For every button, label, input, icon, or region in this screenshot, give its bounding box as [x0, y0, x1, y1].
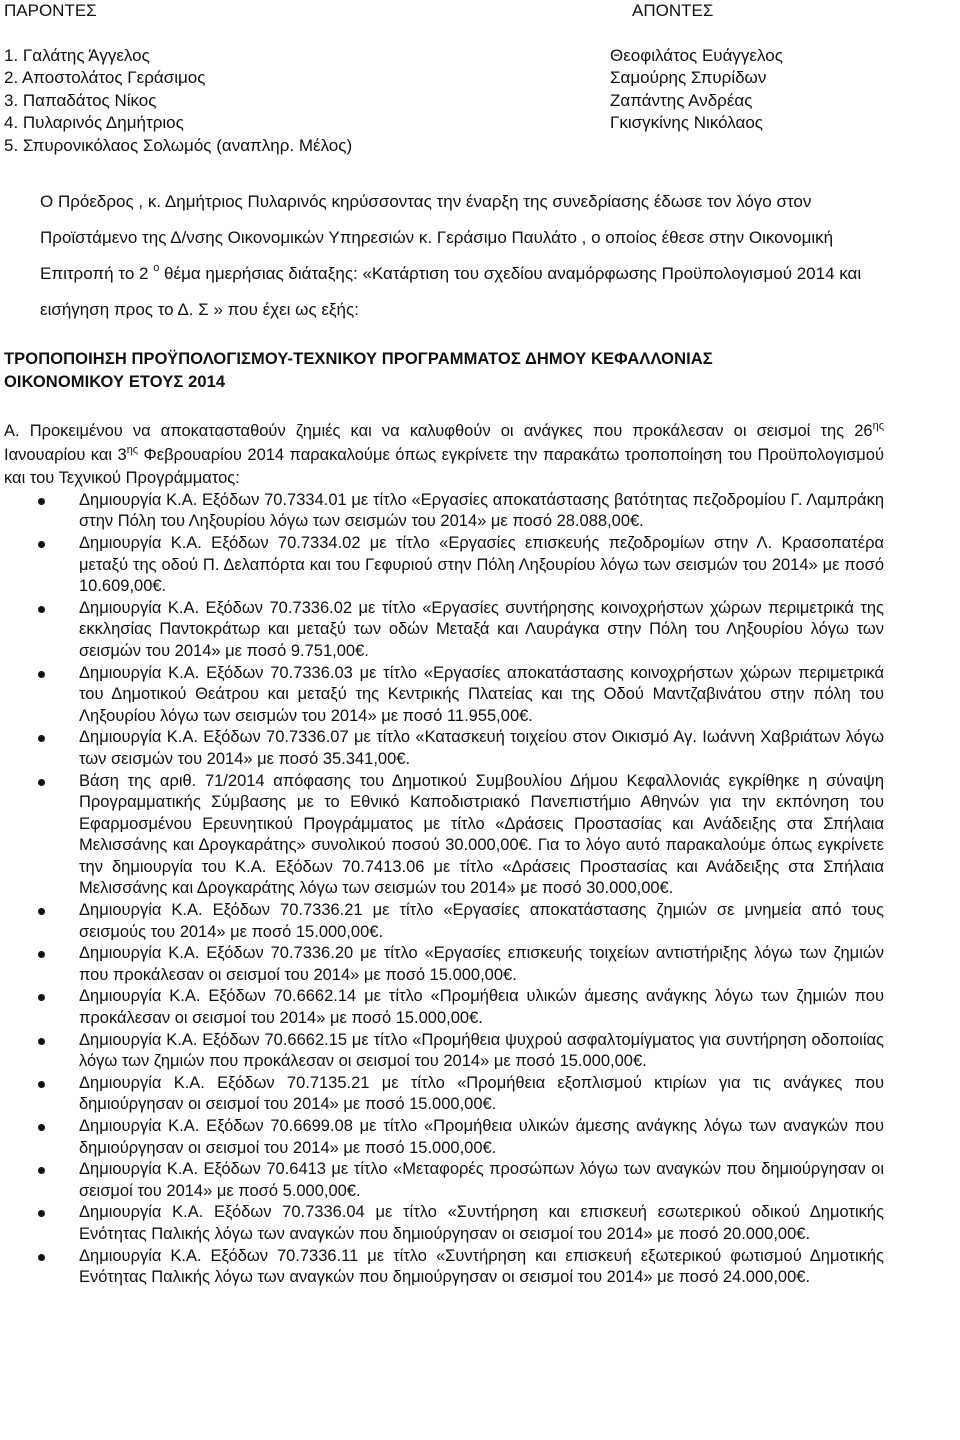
list-item-text: Βάση της αριθ. 71/2014 απόφασης του Δημοτικού Συμβουλίου Δήμου Κεφαλλονιάς εγκρίθηκε η σύναψη Προγραμματικής Σύμβασης με το Εθνικό Καποδιστριακό Πανεπιστήμιο Αθηνών για την εκπόνηση του Εφαρμοσμένου Ερευνητικού Προγράμματος με τίτλο «Δράσεις Προστασίας και Ανάδειξης στα Σπήλαια Μελισσάνης και Δρογκαράτης» συνολικού ποσού 30.000,00€. Για το λόγο αυτό παρακαλούμε όπως εγκρίνετε την δημιουργία του Κ.Α. Εξόδων 70.7413.06 με τίτλο «Δράσεις Προστασίας και Ανάδειξης στα Σπήλαια Μελισσάνης και Δρογκαράτης λόγω των σεισμών του 2014» με ποσό 30.000,00€. [79, 771, 884, 898]
list-item [4, 1116, 884, 1159]
list-item-text: Δημιουργία Κ.Α. Εξόδων 70.7336.20 με τίτλο «Εργασίες επισκευής τοιχείων αντιστήριξης λόγω των ζημιών που προκάλεσαν οι σεισμοί του 2014» με ποσό 15.000,00€. [79, 944, 884, 984]
intro-line: Ο Πρόεδρος , κ. Δημήτριος Πυλαρινός κηρύσσοντας την έναρξη της συνεδρίασης έδωσε τον λόγο στον [40, 192, 812, 211]
absent-member: Θεοφιλάτος Ευάγγελος [610, 45, 783, 65]
budget-items-list [4, 490, 884, 1289]
bullet-dot-icon [38, 1081, 45, 1088]
ordinal-superscript: ης [126, 443, 139, 456]
list-item [4, 663, 884, 728]
list-item-text: Δημιουργία Κ.Α. Εξόδων 70.7336.02 με τίτλο «Εργασίες συντήρησης κοινοχρήστων χώρων περιμετρικά της εκκλησίας Παντοκράτωρ και μεταξύ των οδών Μεταξά και Λαυράγκα στην Πόλη του Ληξουρίου λόγω των σεισμών του 2014» με ποσό 9.751,00€. [79, 598, 884, 660]
list-item-text: Δημιουργία Κ.Α. Εξόδων 70.7336.04 με τίτλο «Συντήρηση και επισκευή εσωτερικού οδικού Δημοτικής Ενότητας Παλικής λόγω των αναγκών που δημιούργησαν οι σεισμοί του 2014» με ποσό 20.000,00€. [79, 1203, 884, 1243]
body-intro-paragraph [4, 421, 884, 490]
present-member: 5. Σπυρονικόλαος Σολωμός (αναπληρ. Μέλος) [4, 135, 353, 155]
ordinal-superscript: ης [872, 420, 884, 432]
list-item [4, 1246, 884, 1289]
absent-member: Σαμούρης Σπυρίδων [610, 68, 767, 87]
list-item-text: Δημιουργία Κ.Α. Εξόδων 70.6662.14 με τίτλο «Προμήθεια υλικών άμεσης ανάγκης λόγω των ζημιών που προκάλεσαν οι σεισμοί του 2014» με ποσό 15.000,00€. [79, 987, 884, 1028]
document-title [4, 348, 954, 393]
bullet-dot-icon [38, 1124, 45, 1131]
bullet-dot-icon [38, 606, 45, 613]
bullet-dot-icon [38, 994, 45, 1001]
list-item [4, 1202, 884, 1245]
body-text: Ιανουαρίου και 3 [4, 445, 127, 464]
list-item-text: Δημιουργία Κ.Α. Εξόδων 70.6413 με τίτλο «Μεταφορές προσώπων λόγω των αναγκών που δημιούργησαν οι σεισμοί του 2014» με ποσό 5.000,00€. [79, 1160, 884, 1200]
body-text: Φεβρουαρίου 2014 παρακαλούμε όπως εγκρίνετε την παρακάτω τροποποίηση του Προϋπολογισμού και του Τεχνικού Προγράμματος: [4, 445, 884, 488]
list-item [4, 900, 884, 943]
list-item-text: Δημιουργία Κ.Α. Εξόδων 70.6662.15 με τίτλο «Προμήθεια ψυχρού ασφαλτομίγματος για συντήρηση οδοποιίας λόγω των ζημιών που προκάλεσαν οι σεισμοί του 2014» με ποσό 15.000,00€. [79, 1030, 884, 1071]
bullet-dot-icon [38, 1167, 45, 1174]
present-heading: ΠΑΡΟΝΤΕΣ [4, 1, 97, 20]
bullet-dot-icon [38, 1038, 45, 1045]
absent-heading: ΑΠΟΝΤΕΣ [632, 1, 714, 20]
title-line: ΟΙΚΟΝΟΜΙΚΟΥ ΕΤΟΥΣ 2014 [4, 372, 226, 391]
list-item [4, 490, 884, 533]
bullet-dot-icon [38, 735, 45, 742]
intro-line: εισήγηση προς το Δ. Σ » που έχει ως εξής: [40, 300, 359, 319]
list-item [4, 1073, 884, 1116]
intro-text: θέμα ημερήσιας διάταξης: «Κατάρτιση του σχεδίου αναμόρφωσης Προϋπολογισμού 2014 και [159, 264, 862, 283]
body-text: Α. Προκειμένου να αποκατασταθούν ζημιές και να καλυφθούν οι ανάγκες που προκάλεσαν οι σεισμοί της 26 [4, 422, 873, 440]
attendance-row [0, 45, 960, 68]
list-item [4, 727, 884, 770]
bullet-dot-icon [38, 1210, 45, 1217]
present-member: 3. Παπαδάτος Νίκος [4, 90, 157, 110]
attendance-row [0, 112, 960, 135]
bullet-dot-icon [38, 541, 45, 548]
list-item-text: Δημιουργία Κ.Α. Εξόδων 70.7135.21 με τίτλο «Προμήθεια εξοπλισμού κτιρίων για τις ανάγκες που δημιούργησαν οι σεισμοί του 2014» με ποσό 15.000,00€. [79, 1073, 884, 1114]
title-line: ΤΡΟΠΟΠΟΙΗΣΗ ΠΡΟΫΠΟΛΟΓΙΣΜΟΥ-ΤΕΧΝΙΚΟΥ ΠΡΟΓΡΑΜΜΑΤΟΣ ΔΗΜΟΥ ΚΕΦΑΛΛΟΝΙΑΣ [4, 350, 713, 368]
list-item-text: Δημιουργία Κ.Α. Εξόδων 70.6699.08 με τίτλο «Προμήθεια υλικών άμεσης ανάγκης λόγω των αναγκών που δημιούργησαν οι σεισμοί του 2014» με ποσό 15.000,00€. [79, 1117, 884, 1157]
attendance-row [0, 67, 960, 90]
intro-text: Επιτροπή το 2 [40, 264, 154, 283]
list-item [4, 1030, 884, 1073]
present-member: 4. Πυλαρινός Δημήτριος [4, 113, 184, 132]
list-item [4, 1159, 884, 1202]
absent-member: Γκισγκίνης Νικόλαος [610, 113, 763, 132]
bullet-dot-icon [38, 951, 45, 958]
bullet-dot-icon [38, 779, 45, 786]
list-item-text: Δημιουργία Κ.Α. Εξόδων 70.7336.07 με τίτλο «Κατασκευή τοιχείου στον Οικισμό Αγ. Ιωάννη Χαβριάτων λόγω των σεισμών του 2014» με ποσό 35.341,00€. [79, 728, 884, 768]
document-body [4, 421, 884, 1289]
intro-paragraph [40, 184, 960, 328]
list-item-text: Δημιουργία Κ.Α. Εξόδων 70.7336.03 με τίτλο «Εργασίες αποκατάστασης κοινοχρήστων χώρων περιμετρικά του Δημοτικού Θεάτρου και μεταξύ της Κεντρικής Πλατείας και της Οδού Μαντζαβινάτου στην πόλη του Ληξουρίου λόγω των σεισμών του 2014» με ποσό 11.955,00€. [79, 663, 884, 725]
ordinal-superscript: ο [153, 262, 160, 274]
list-item-text: Δημιουργία Κ.Α. Εξόδων 70.7336.11 με τίτλο «Συντήρηση και επισκευή εξωτερικού φωτισμού Δημοτικής Ενότητας Παλικής λόγω των αναγκών που δημιούργησαν οι σεισμοί του 2014» με ποσό 24.000,00€. [79, 1246, 884, 1287]
intro-line [40, 256, 960, 292]
attendance-row [0, 90, 960, 113]
list-item [4, 598, 884, 663]
attendance-row [0, 135, 960, 158]
list-item-text: Δημιουργία Κ.Α. Εξόδων 70.7334.01 με τίτλο «Εργασίες αποκατάστασης βατότητας πεζοδρομίου Γ. Λαμπράκη στην Πόλη του Ληξουρίου λόγω των σεισμών του 2014» με ποσό 28.088,00€. [79, 490, 884, 531]
attendance-section [0, 0, 960, 157]
attendance-header-row [0, 0, 960, 23]
absent-member: Ζαπάντης Ανδρέας [610, 90, 753, 110]
bullet-dot-icon [38, 498, 45, 505]
list-item [4, 986, 884, 1029]
present-member: 2. Αποστολάτος Γεράσιμος [4, 68, 206, 87]
list-item-text: Δημιουργία Κ.Α. Εξόδων 70.7336.21 με τίτλο «Εργασίες αποκατάστασης ζημιών σε μνημεία από τους σεισμούς του 2014» με ποσό 15.000,00€. [79, 901, 884, 941]
intro-line: Προϊστάμενο της Δ/νσης Οικονομικών Υπηρεσιών κ. Γεράσιμο Παυλάτο , ο οποίος έθεσε στην Οικονομική [40, 228, 834, 247]
bullet-dot-icon [38, 671, 45, 678]
bullet-dot-icon [38, 1254, 45, 1261]
list-item [4, 943, 884, 986]
list-item-text: Δημιουργία Κ.Α. Εξόδων 70.7334.02 με τίτλο «Εργασίες επισκευής πεζοδρομίων στην Λ. Κρασοπατέρα μεταξύ της οδού Π. Δελαπόρτα και του Γεφυριού στην Πόλη Ληξουρίου λόγω των σεισμών του 2014» με ποσό 10.609,00€. [79, 533, 884, 596]
list-item [4, 533, 884, 598]
present-member: 1. Γαλάτης Άγγελος [4, 45, 150, 65]
list-item [4, 771, 884, 901]
bullet-dot-icon [38, 908, 45, 915]
